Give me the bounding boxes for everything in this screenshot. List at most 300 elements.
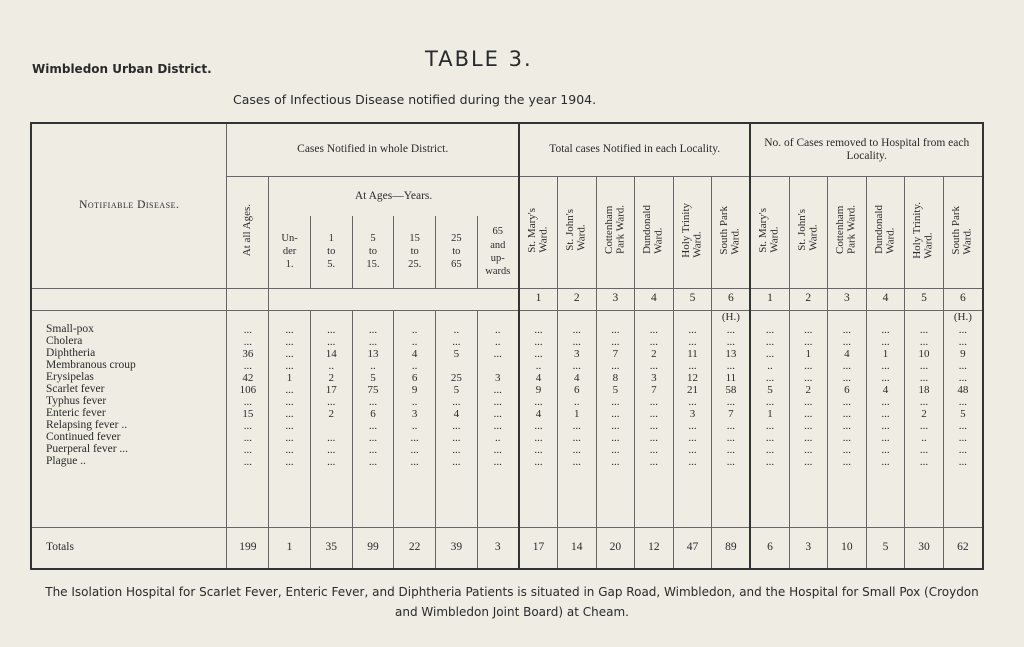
value-cell: ... (269, 408, 311, 420)
value-cell: ... (943, 432, 982, 444)
totals-row (32, 528, 982, 569)
age-band-header: Un- der 1. (269, 216, 311, 288)
ward-header: Cottenham Park Ward. (596, 176, 635, 288)
disease-table (32, 124, 982, 568)
ward-number: 6 (712, 288, 751, 310)
value-cell: ... (596, 420, 635, 432)
value-cell: .. (477, 324, 519, 336)
value-cell: 2 (905, 408, 944, 420)
value-cell: ... (557, 456, 596, 468)
blank-cell (673, 468, 712, 528)
blank-cell (557, 468, 596, 528)
value-cell: .. (352, 360, 394, 372)
value-cell: ... (635, 444, 674, 456)
value-cell: .. (436, 324, 478, 336)
ward-header: Dundonald Ward. (635, 176, 674, 288)
value-cell: ... (943, 420, 982, 432)
blank-cell (269, 468, 311, 528)
value-cell (436, 360, 478, 372)
disease-name: Membranous croup (46, 360, 136, 372)
value-cell: ... (477, 384, 519, 396)
total-cell: 47 (673, 528, 712, 569)
value-cell: ... (905, 396, 944, 408)
value-cell: 7 (712, 408, 751, 420)
ward-number: 4 (866, 288, 905, 310)
value-cell: ... (673, 336, 712, 348)
value-cell: ... (519, 348, 558, 360)
blank-cell (750, 468, 789, 528)
disease-row (32, 444, 982, 456)
disease-name: Scarlet fever (46, 384, 105, 396)
disease-name: Relapsing fever .. (46, 420, 128, 432)
total-cell: 199 (227, 528, 269, 569)
value-cell: ... (712, 456, 751, 468)
value-cell: ... (477, 408, 519, 420)
value-cell: ... (394, 432, 436, 444)
value-cell: 4 (519, 372, 558, 384)
value-cell: ... (866, 360, 905, 372)
value-cell: 3 (635, 372, 674, 384)
blank-cell (519, 468, 558, 528)
value-cell: ... (635, 360, 674, 372)
value-cell: .. (557, 396, 596, 408)
value-cell: ... (436, 456, 478, 468)
value-cell: 8 (596, 372, 635, 384)
value-cell: ... (712, 444, 751, 456)
value-cell: ... (673, 420, 712, 432)
value-cell: ... (557, 360, 596, 372)
blank-cell (596, 468, 635, 528)
value-cell: .. (394, 336, 436, 348)
value-cell: ... (712, 420, 751, 432)
value-cell: ... (866, 336, 905, 348)
value-cell: 2 (789, 384, 828, 396)
value-cell: 4 (557, 372, 596, 384)
value-cell: 15 (227, 408, 269, 420)
total-cell: 20 (596, 528, 635, 569)
value-cell: ... (866, 372, 905, 384)
blank-cell (943, 468, 982, 528)
value-cell: ... (789, 420, 828, 432)
value-cell: ... (477, 456, 519, 468)
value-cell: ... (519, 396, 558, 408)
value-cell: ... (269, 420, 311, 432)
hospital-marker-row (32, 310, 982, 324)
value-cell: ... (269, 324, 311, 336)
ward-number: 5 (905, 288, 944, 310)
value-cell: 5 (596, 384, 635, 396)
value-cell: .. (394, 360, 436, 372)
ward-number: 5 (673, 288, 712, 310)
value-cell: 14 (310, 348, 352, 360)
hospital-marker: (H.) (943, 310, 982, 324)
value-cell: ... (269, 396, 311, 408)
value-cell: ... (596, 432, 635, 444)
value-cell: ... (310, 456, 352, 468)
value-cell: 11 (712, 372, 751, 384)
value-cell: ... (352, 432, 394, 444)
value-cell: ... (269, 360, 311, 372)
value-cell: ... (310, 336, 352, 348)
value-cell: ... (712, 396, 751, 408)
ward-number: 4 (635, 288, 674, 310)
value-cell: ... (227, 360, 269, 372)
group-header-removed: No. of Cases removed to Hospital from each Locality. (750, 124, 982, 176)
value-cell: 6 (394, 372, 436, 384)
age-band-header: 65 and up- wards (477, 216, 519, 288)
disease-row (32, 396, 982, 408)
blank-cell (394, 468, 436, 528)
value-cell: .. (394, 420, 436, 432)
value-cell: ... (866, 420, 905, 432)
age-band-header: 1 to 5. (310, 216, 352, 288)
value-cell: ... (436, 336, 478, 348)
value-cell: 4 (394, 348, 436, 360)
value-cell: 9 (943, 348, 982, 360)
disease-name: Diphtheria (46, 348, 96, 360)
value-cell: ... (596, 324, 635, 336)
value-cell: ... (436, 444, 478, 456)
value-cell: 5 (943, 408, 982, 420)
blank-header-cell (269, 288, 519, 310)
total-cell: 10 (828, 528, 867, 569)
value-cell: ... (789, 360, 828, 372)
age-band-header: 25 to 65 (436, 216, 478, 288)
value-cell: 42 (227, 372, 269, 384)
blank-header-cell (32, 288, 227, 310)
value-cell: ... (227, 420, 269, 432)
total-cell: 12 (635, 528, 674, 569)
value-cell: 25 (436, 372, 478, 384)
value-cell: ... (352, 324, 394, 336)
value-cell: ... (905, 444, 944, 456)
blank-cell (789, 468, 828, 528)
value-cell: ... (828, 336, 867, 348)
value-cell: ... (227, 444, 269, 456)
disease-name: Cholera (46, 336, 83, 348)
ward-number: 2 (557, 288, 596, 310)
value-cell: ... (596, 360, 635, 372)
value-cell: 4 (866, 384, 905, 396)
value-cell: ... (227, 432, 269, 444)
blank-cell (477, 468, 519, 528)
value-cell: ... (789, 396, 828, 408)
value-cell: ... (750, 324, 789, 336)
total-cell: 39 (436, 528, 478, 569)
value-cell: ... (866, 444, 905, 456)
value-cell: 1 (789, 348, 828, 360)
value-cell: ... (477, 348, 519, 360)
total-cell: 22 (394, 528, 436, 569)
value-cell: 2 (310, 372, 352, 384)
value-cell: ... (943, 444, 982, 456)
value-cell: 9 (394, 384, 436, 396)
value-cell: ... (828, 408, 867, 420)
value-cell: ... (477, 396, 519, 408)
blank-cell (32, 310, 227, 324)
value-cell: 1 (866, 348, 905, 360)
value-cell: 6 (557, 384, 596, 396)
blank-cell (436, 468, 478, 528)
value-cell: ... (712, 336, 751, 348)
value-cell: ... (635, 456, 674, 468)
value-cell: ... (269, 444, 311, 456)
value-cell: ... (828, 432, 867, 444)
value-cell: ... (750, 420, 789, 432)
removed-ward-header: St. John's Ward. (789, 176, 828, 288)
value-cell: ... (943, 324, 982, 336)
total-cell: 62 (943, 528, 982, 569)
total-cell: 14 (557, 528, 596, 569)
value-cell: ... (943, 456, 982, 468)
value-cell: ... (596, 396, 635, 408)
value-cell: ... (828, 456, 867, 468)
value-cell: ... (227, 336, 269, 348)
value-cell: ... (635, 396, 674, 408)
value-cell: 48 (943, 384, 982, 396)
ward-header: St. John's Ward. (557, 176, 596, 288)
value-cell: 3 (477, 372, 519, 384)
disease-row (32, 420, 982, 432)
value-cell: ... (828, 360, 867, 372)
value-cell: ... (269, 432, 311, 444)
value-cell: .. (310, 360, 352, 372)
table-number: TABLE 3. (425, 47, 533, 71)
value-cell: ... (269, 384, 311, 396)
value-cell: ... (943, 360, 982, 372)
blank-cell (477, 310, 519, 324)
value-cell: ... (227, 456, 269, 468)
value-cell: 4 (436, 408, 478, 420)
value-cell: ... (519, 420, 558, 432)
age-band-header: 15 to 25. (394, 216, 436, 288)
value-cell: 106 (227, 384, 269, 396)
value-cell: ... (673, 444, 712, 456)
ward-number: 1 (519, 288, 558, 310)
table-body (32, 310, 982, 568)
value-cell: 36 (227, 348, 269, 360)
value-cell: 9 (519, 384, 558, 396)
value-cell: ... (310, 324, 352, 336)
disease-row (32, 408, 982, 420)
notifiable-disease-header: Notifiable Disease. (32, 124, 227, 288)
value-cell: ... (943, 372, 982, 384)
district-heading: Wimbledon Urban District. (32, 62, 212, 76)
value-cell: 18 (905, 384, 944, 396)
value-cell: ... (905, 324, 944, 336)
value-cell: ... (828, 420, 867, 432)
value-cell: ... (394, 456, 436, 468)
blank-cell (635, 310, 674, 324)
table-subtitle: Cases of Infectious Disease notified during the year 1904. (233, 92, 597, 107)
value-cell: 10 (905, 348, 944, 360)
value-cell: ... (750, 396, 789, 408)
value-cell: 21 (673, 384, 712, 396)
value-cell: 7 (635, 384, 674, 396)
blank-cell (905, 310, 944, 324)
value-cell: 7 (596, 348, 635, 360)
value-cell: ... (750, 336, 789, 348)
value-cell: ... (352, 456, 394, 468)
value-cell: 58 (712, 384, 751, 396)
disease-row (32, 372, 982, 384)
ward-number: 1 (750, 288, 789, 310)
ward-number: 6 (943, 288, 982, 310)
total-cell: 30 (905, 528, 944, 569)
value-cell: ... (596, 444, 635, 456)
value-cell: ... (828, 324, 867, 336)
value-cell: ... (310, 432, 352, 444)
value-cell: ... (352, 420, 394, 432)
value-cell: ... (519, 432, 558, 444)
value-cell: ... (635, 432, 674, 444)
value-cell: ... (866, 324, 905, 336)
value-cell: .. (519, 360, 558, 372)
disease-name: Small-pox (46, 324, 94, 336)
value-cell: ... (673, 360, 712, 372)
disease-name: Plague .. (46, 456, 86, 468)
disease-name: Enteric fever (46, 408, 106, 420)
value-cell: ... (394, 444, 436, 456)
value-cell: ... (789, 336, 828, 348)
value-cell: 1 (269, 372, 311, 384)
footnote: The Isolation Hospital for Scarlet Fever, Enteric Fever, and Diphtheria Patients is situated in Gap Road, Wimbledon, and the Hospital for Small Pox (Croydon and Wimbledon Joint Board) at Cheam. (45, 585, 979, 619)
value-cell: 5 (352, 372, 394, 384)
blank-cell (828, 310, 867, 324)
value-cell: ... (310, 444, 352, 456)
value-cell: ... (436, 432, 478, 444)
value-cell: ... (750, 456, 789, 468)
total-cell: 3 (789, 528, 828, 569)
value-cell: 75 (352, 384, 394, 396)
blank-cell (828, 468, 867, 528)
total-cell: 3 (477, 528, 519, 569)
at-ages-years-header: At Ages—Years. (269, 176, 519, 216)
value-cell: ... (789, 456, 828, 468)
total-cell: 6 (750, 528, 789, 569)
value-cell: ... (789, 408, 828, 420)
blank-cell (866, 310, 905, 324)
removed-ward-header: South Park Ward. (943, 176, 982, 288)
value-cell: ... (557, 444, 596, 456)
disease-name: Erysipelas (46, 372, 94, 384)
value-cell: ... (635, 408, 674, 420)
value-cell: 2 (635, 348, 674, 360)
value-cell: ... (789, 324, 828, 336)
disease-row (32, 348, 982, 360)
value-cell: 11 (673, 348, 712, 360)
value-cell: ... (866, 456, 905, 468)
value-cell: ... (712, 324, 751, 336)
value-cell: ... (557, 324, 596, 336)
value-cell: .. (394, 324, 436, 336)
value-cell: ... (352, 336, 394, 348)
blank-cell (635, 468, 674, 528)
value-cell: .. (905, 432, 944, 444)
blank-cell (905, 468, 944, 528)
value-cell (310, 420, 352, 432)
value-cell: 12 (673, 372, 712, 384)
value-cell (477, 360, 519, 372)
value-cell: .. (477, 336, 519, 348)
disease-row (32, 432, 982, 444)
ward-number: 2 (789, 288, 828, 310)
value-cell: 5 (436, 384, 478, 396)
age-band-header: 5 to 15. (352, 216, 394, 288)
value-cell: 4 (828, 348, 867, 360)
value-cell: ... (673, 456, 712, 468)
value-cell: ... (673, 432, 712, 444)
value-cell: ... (905, 420, 944, 432)
value-cell: ... (789, 372, 828, 384)
blank-cell (866, 468, 905, 528)
value-cell: ... (673, 396, 712, 408)
value-cell: ... (905, 456, 944, 468)
value-cell: ... (519, 456, 558, 468)
value-cell: ... (635, 420, 674, 432)
value-cell: 5 (750, 384, 789, 396)
blank-cell (557, 310, 596, 324)
removed-ward-header: Cottenham Park Ward. (828, 176, 867, 288)
value-cell: ... (557, 420, 596, 432)
group-header-locality: Total cases Notified in each Locality. (519, 124, 751, 176)
ward-number: 3 (828, 288, 867, 310)
disease-name: Typhus fever (46, 396, 107, 408)
value-cell: ... (866, 408, 905, 420)
value-cell: ... (596, 336, 635, 348)
total-cell: 89 (712, 528, 751, 569)
value-cell: ... (635, 336, 674, 348)
disease-row (32, 384, 982, 396)
ward-header: South Park Ward. (712, 176, 751, 288)
blank-cell (32, 468, 227, 528)
value-cell: ... (519, 336, 558, 348)
value-cell: 3 (673, 408, 712, 420)
ward-header: Holy Trinity Ward. (673, 176, 712, 288)
ward-header: St. Mary's Ward. (519, 176, 558, 288)
value-cell: ... (352, 444, 394, 456)
disease-row (32, 456, 982, 468)
value-cell: .. (750, 360, 789, 372)
disease-name: Puerperal fever ... (46, 444, 129, 456)
value-cell: ... (519, 324, 558, 336)
value-cell: ... (596, 456, 635, 468)
blank-cell (596, 310, 635, 324)
blank-cell (673, 310, 712, 324)
value-cell: .. (477, 432, 519, 444)
value-cell: ... (789, 444, 828, 456)
value-cell: ... (310, 396, 352, 408)
total-cell: 1 (269, 528, 311, 569)
value-cell: 3 (394, 408, 436, 420)
total-cell: 35 (310, 528, 352, 569)
blank-cell (519, 310, 558, 324)
disease-row (32, 360, 982, 372)
value-cell: ... (269, 348, 311, 360)
value-cell: ... (436, 396, 478, 408)
value-cell: ... (519, 444, 558, 456)
value-cell: ... (905, 360, 944, 372)
blank-cell (352, 310, 394, 324)
value-cell: ... (750, 444, 789, 456)
value-cell: ... (635, 324, 674, 336)
removed-ward-header: Dundonald Ward. (866, 176, 905, 288)
value-cell: ... (828, 396, 867, 408)
ward-number: 3 (596, 288, 635, 310)
total-cell: 5 (866, 528, 905, 569)
value-cell: 4 (519, 408, 558, 420)
disease-table-frame (30, 122, 984, 570)
